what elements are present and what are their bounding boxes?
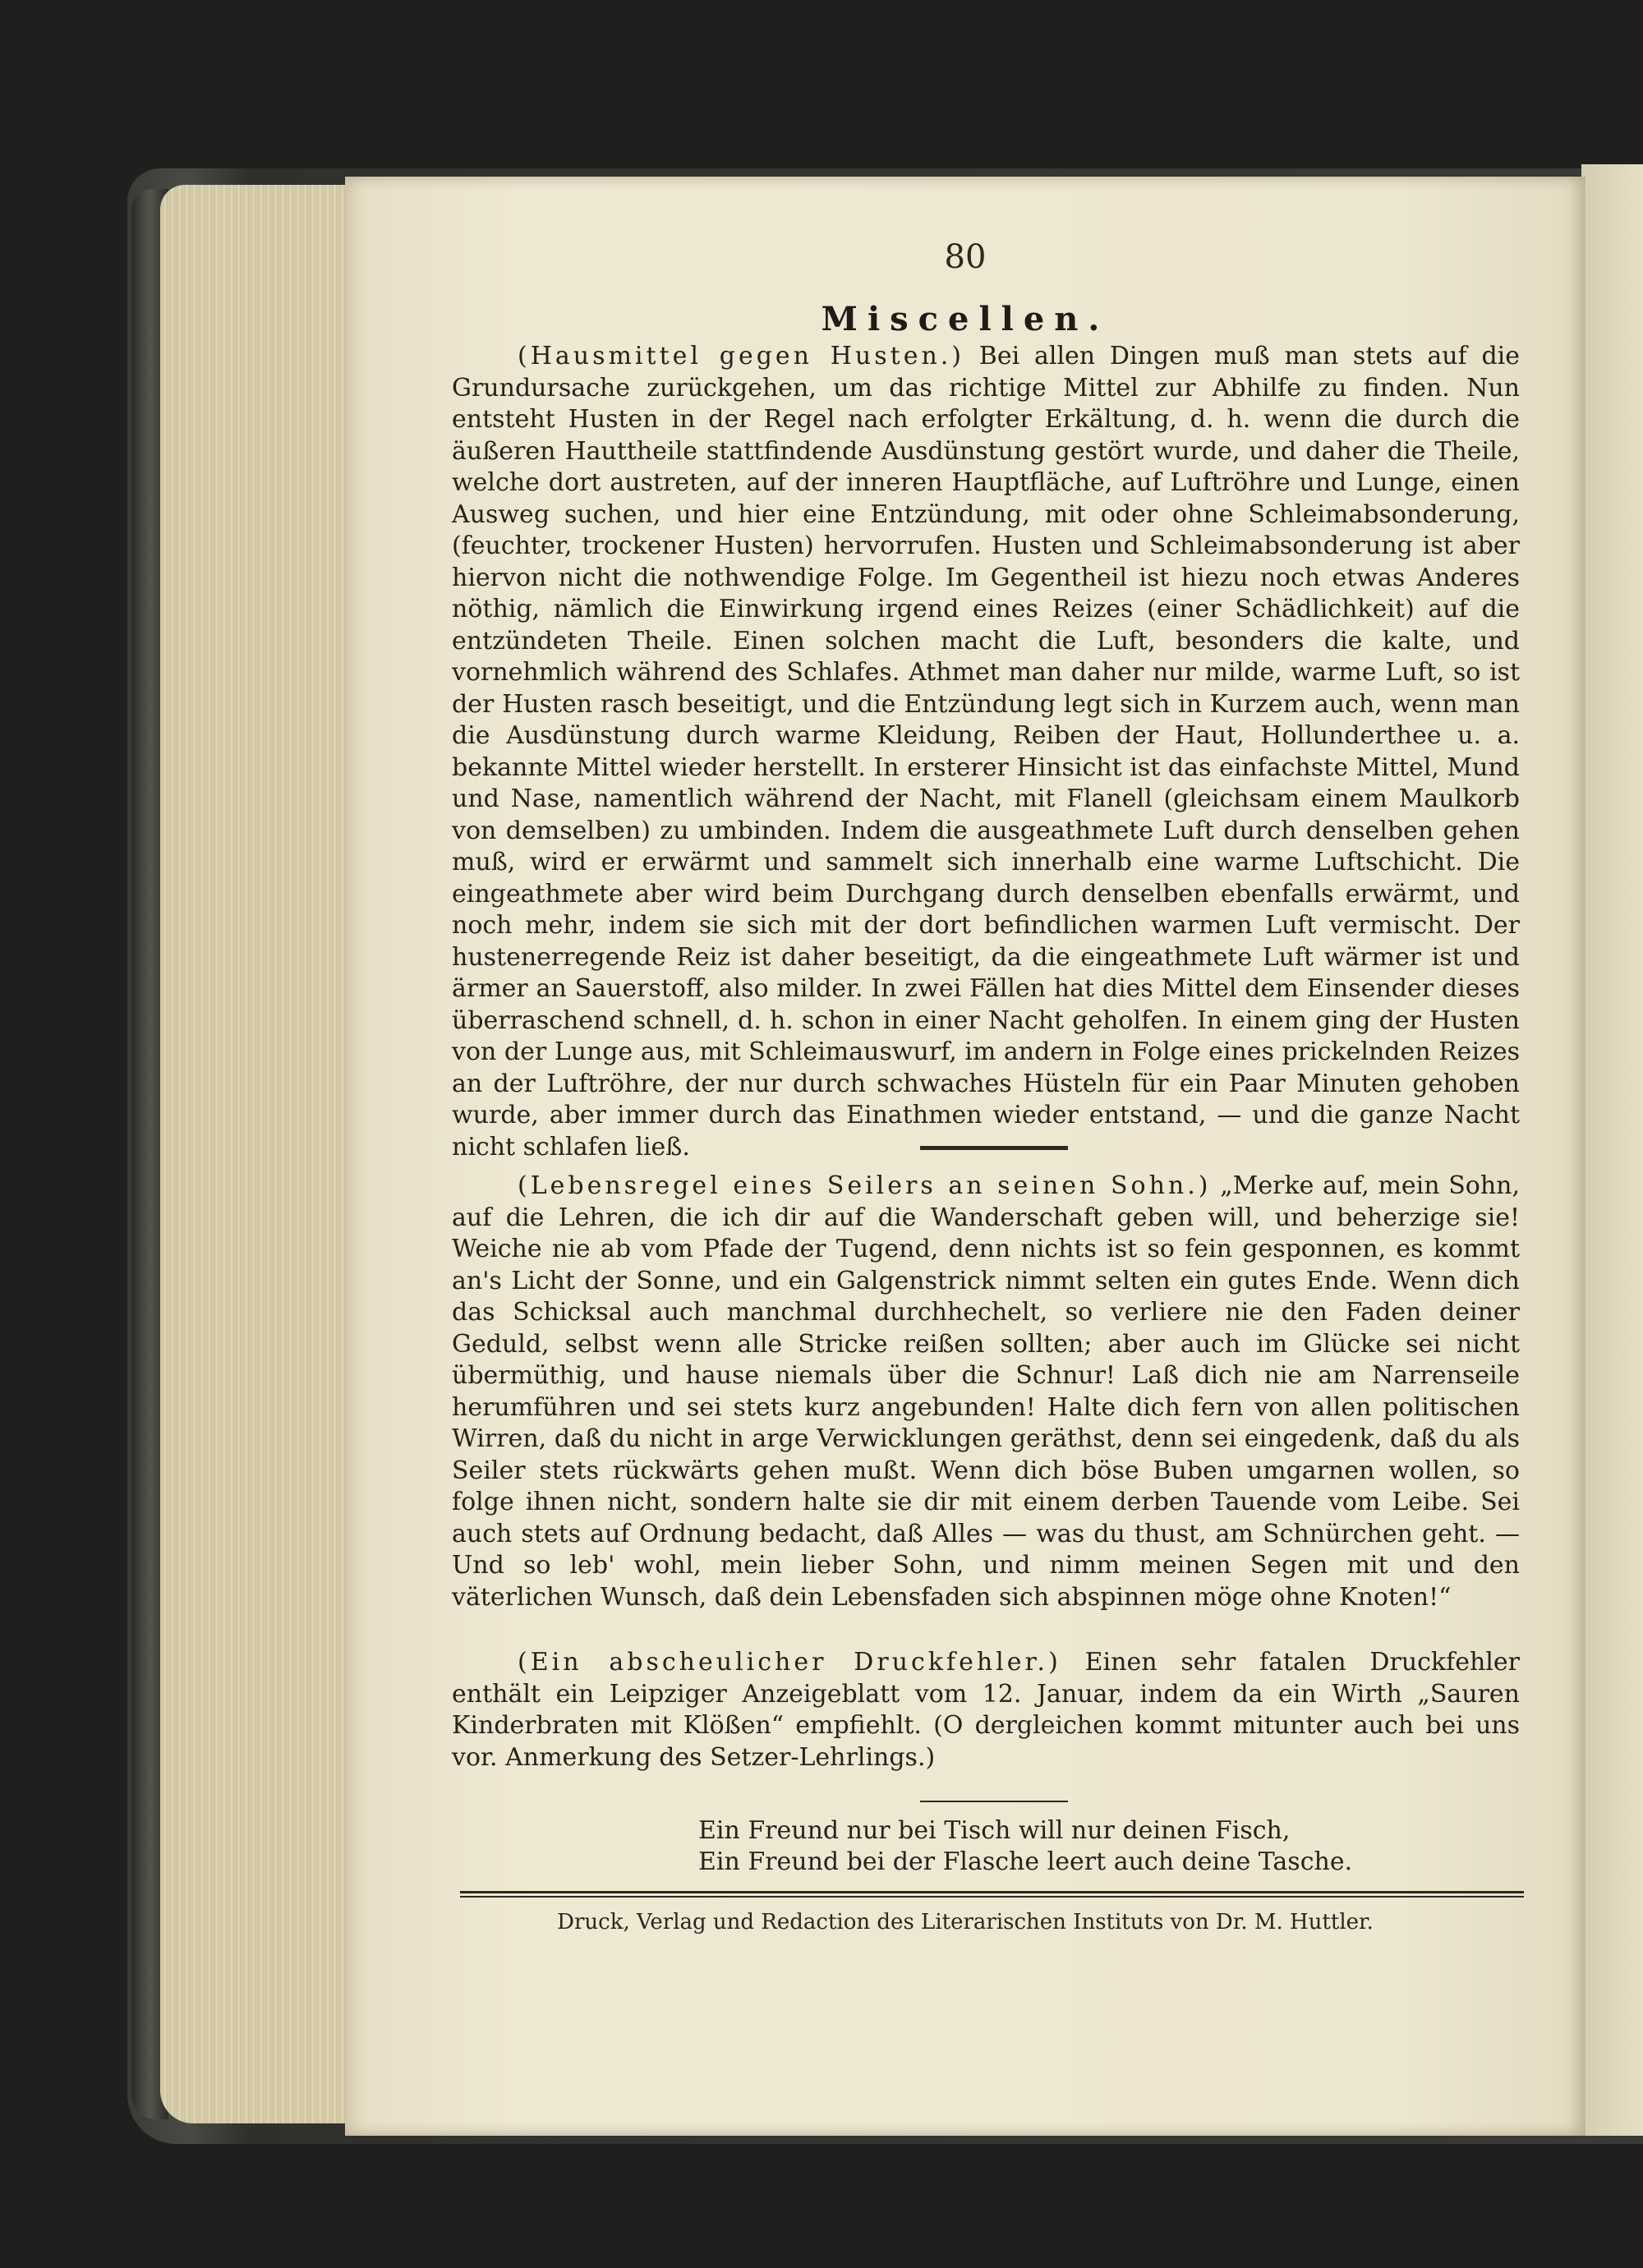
paragraph-text: Bei allen Dingen muß man stets auf die Grundursache zurückgehen, um das richtige Mittel zur Abhilfe zu finden. Nun entsteht Husten in der Regel nach erfolgter Erkältung, d. h. wenn die durch die äußeren Hauttheile stattfindende Ausdünstung gestört wurde, und daher die Theile, welche dort austreten, auf der inneren Hauptfläche, auf Luftröhre und Lunge, einen Ausweg suchen, und hier eine Entzündung, mit oder ohne Schleimabsonderung, (feuchter, trockener Husten) hervorrufen. Husten und Schleimabsonderung ist aber hiervon nicht die nothwendige Folge. Im Gegentheil ist hiezu noch etwas Anderes nöthig, nämlich die Einwirkung irgend eines Reizes (einer Schädlichkeit) auf die entzündeten Theile. Einen solchen macht die Luft, besonders die kalte, und vornehmlich während des Schlafes. Athmet man daher nur milde, warme Luft, so ist der Husten rasch beseitigt, und die Entzündung legt sich in Kurzem auch, wenn man die Ausdünstung durch warme Kleidung, Reiben der Haut, Hollunderthee u. a. bekannte Mittel wieder herstellt. In ersterer Hinsicht ist das einfachste Mittel, Mund und Nase, namentlich während der Nacht, mit Flanell (gleichsam einem Maulkorb von demselben) zu umbinden. Indem die ausgeathmete Luft durch denselben gehen muß, wird er erwärmt und sammelt sich innerhalb eine warme Luftschicht. Die eingeathmete aber wird beim Durchgang durch denselben ebenfalls erwärmt, und noch mehr, indem sie sich mit der dort befindlichen warmen Luft vermischt. Der hustenerregende Reiz ist daher beseitigt, da die eingeathmete Luft wärmer ist und ärmer an Sauerstoff, also milder. In zwei Fällen hat dies Mittel dem Einsender dieses überraschend schnell, d. h. schon in einer Nacht geholfen. In einem ging der Husten von der Lunge aus, mit Schleimauswurf, im andern in Folge eines prickelnden Reizes an der Luftröhre, der nur durch schwaches Hüsteln für ein Paar Minuten gehoben wurde, aber immer durch das Einathmen wieder entstand, — und die ganze Nacht nicht schlafen ließ.	[452, 342, 1520, 1162]
paragraph-text: „Merke auf, mein Sohn, auf die Lehren, die ich dir auf die Wanderschaft geben will, und beherzige sie! Weiche nie ab vom Pfade der Tugend, denn nichts ist so fein gesponnen, es kommt an's Licht der Sonne, und ein Galgenstrick nimmt selten ein gutes Ende. Wenn dich das Schicksal auch manchmal durchhechelt, so verliere nie den Faden deiner Geduld, selbst wenn alle Stricke reißen sollten; aber auch im Glücke sei nicht übermüthig, und hause niemals über die Schnur! Laß dich nie am Narrenseile herumführen und sei stets kurz angebunden! Halte dich fern von allen politischen Wirren, daß du nicht in arge Verwicklungen geräthst, denn sei eingedenk, daß du als Seiler stets rückwärts gehen mußt. Wenn dich böse Buben umgarnen wollen, so folge ihnen nicht, sondern halte sie dir mit einem derben Tauende vom Leibe. Sei auch stets auf Ordnung bedacht, daß Alles — was du thust, am Schnürchen geht. — Und so leb' wohl, mein lieber Sohn, und nimm meinen Segen mit und den väterlichen Wunsch, daß dein Lebensfaden sich abspinnen möge ohne Knoten!“	[452, 1171, 1520, 1612]
imprint: Druck, Verlag und Redaction des Literarischen Instituts von Dr. M. Huttler.	[557, 1910, 1374, 1934]
paragraph-heading: (Ein abscheulicher Druckfehler.)	[518, 1648, 1061, 1677]
page-number: 80	[944, 238, 987, 276]
paragraph-heading: (Hausmittel gegen Husten.)	[518, 342, 965, 370]
section-divider	[920, 1146, 1068, 1150]
paragraph-text: Einen sehr fatalen Druckfehler enthält ein Leipziger Anzeigeblatt vom 12. Januar, indem da ein Wirth „Sauren Kinderbraten mit Klößen“ empfiehlt. (O dergleichen kommt mitunter auch bei uns vor. Anmerkung des Setzer-Lehrlings.)	[452, 1648, 1520, 1772]
facing-page-edge	[1581, 164, 1643, 2136]
footer-rule	[460, 1891, 1524, 1893]
paragraph-heading: (Lebensregel eines Seilers an seinen Sohn.)	[518, 1171, 1212, 1200]
verse-line: Ein Freund bei der Flasche leert auch deine Tasche.	[698, 1847, 1353, 1876]
page-edges	[160, 185, 349, 2123]
verse-line: Ein Freund nur bei Tisch will nur deinen Fisch,	[698, 1816, 1291, 1845]
paragraph-hausmittel	[452, 341, 1520, 1163]
section-divider	[920, 1801, 1068, 1802]
book-page	[345, 177, 1585, 2136]
paragraph-druckfehler	[452, 1647, 1520, 1773]
paragraph-lebensregel	[452, 1171, 1520, 1613]
verse	[698, 1815, 1352, 1878]
footer-rule	[460, 1896, 1524, 1898]
section-title: Miscellen.	[821, 300, 1110, 338]
